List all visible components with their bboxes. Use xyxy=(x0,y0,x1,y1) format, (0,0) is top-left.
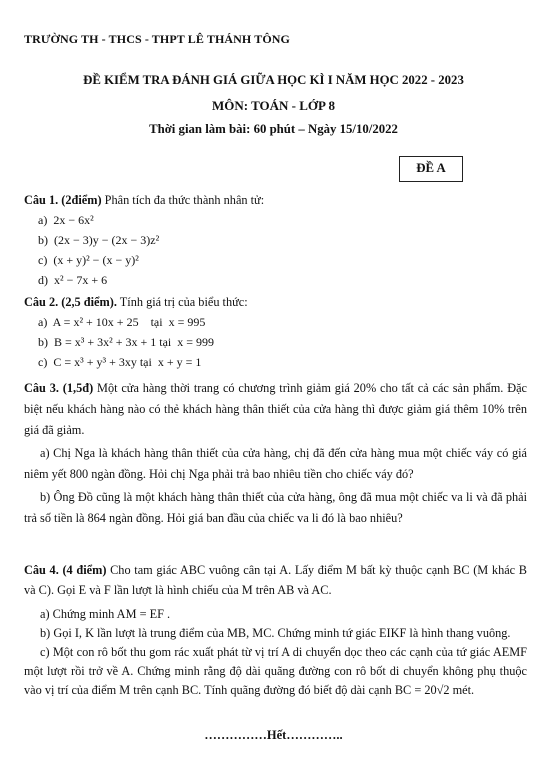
question-4-part-a: a) Chứng minh AM = EF . xyxy=(40,607,171,621)
question-3-intro: Một cửa hàng thời trang có chương trình giảm giá 20% cho tất cả các sản phẩm. Đặc biệt nếu khách hàng nào có thẻ khách hàng thân thiết của cửa hàng thì được giảm giá thêm 10% trên giá đã giảm. xyxy=(24,381,527,437)
question-1-item-d: d) x² − 7x + 6 xyxy=(38,273,108,287)
question-1 xyxy=(24,193,527,293)
question-1-text: Phân tích đa thức thành nhân tử: xyxy=(104,193,265,207)
question-2-item-a: a) A = x² + 10x + 25 tại x = 995 xyxy=(38,315,206,329)
question-3 xyxy=(24,378,527,529)
question-3-part-b: b) Ông Đồ cũng là một khách hàng thân thiết của cửa hàng, ông đã mua một chiếc va li và đã phải trả số tiền là 864 ngàn đồng. Hỏi giá ban đầu của chiếc va li đó là bao nhiêu? xyxy=(24,490,527,525)
question-4-part-c: c) Một con rô bốt thu gom rác xuất phát từ vị trí A di chuyển dọc theo các cạnh của tứ giác AEMF một lượt rồi trở về A. Chứng minh rằng độ dài quãng đường con rô bốt di chuyển không phụ thuộc vào vị trí của điểm M trên cạnh BC. Tính quãng đường đó biết độ dài cạnh BC = 20√2 mét. xyxy=(24,645,527,697)
question-2-item-c: c) C = x³ + y³ + 3xy tại x + y = 1 xyxy=(38,355,202,369)
question-4-intro: Cho tam giác ABC vuông cân tại A. Lấy điểm M bất kỳ thuộc cạnh BC (M khác B và C). Gọi E và F lần lượt là hình chiếu của M trên AB và AC. xyxy=(24,563,528,597)
question-2-item-b: b) B = x³ + 3x² + 3x + 1 tại x = 999 xyxy=(38,335,215,349)
exam-title: ĐỀ KIỂM TRA ĐÁNH GIÁ GIỮA HỌC KÌ I NĂM HỌC 2022 - 2023 xyxy=(83,73,464,87)
question-4-part-b: b) Gọi I, K lần lượt là trung điểm của MB, MC. Chứng minh tứ giác EIKF là hình thang vuông. xyxy=(40,626,511,640)
question-3-part-a: a) Chị Nga là khách hàng thân thiết của cửa hàng, chị đã đến cửa hàng mua một chiếc váy có giá niêm yết 800 ngàn đồng. Hỏi chị Nga phải trả bao nhiêu tiền cho chiếc váy đó? xyxy=(24,446,527,481)
question-1-item-c: c) (x + y)² − (x − y)² xyxy=(38,253,139,267)
exam-time: Thời gian làm bài: 60 phút – Ngày 15/10/2022 xyxy=(149,122,398,137)
question-4-label: Câu 4. (4 điểm) xyxy=(24,563,107,577)
question-3-label: Câu 3. (1,5đ) xyxy=(24,381,94,395)
question-4 xyxy=(24,560,527,700)
question-1-item-a: a) 2x − 6x² xyxy=(38,213,94,227)
question-1-label: Câu 1. (2điểm) xyxy=(24,193,102,207)
exam-code-box xyxy=(399,156,463,182)
exam-code: ĐỀ A xyxy=(416,161,446,175)
end-marker: ……………Hết………….. xyxy=(204,728,343,742)
question-1-item-b: b) (2x − 3)y − (2x − 3)z² xyxy=(38,233,160,247)
question-2 xyxy=(24,295,527,375)
question-2-text: Tính giá trị của biểu thức: xyxy=(119,295,248,309)
question-2-label: Câu 2. (2,5 điểm). xyxy=(24,295,117,309)
exam-subject: MÔN: TOÁN - LỚP 8 xyxy=(211,97,336,113)
school-name: TRƯỜNG TH - THCS - THPT LÊ THÁNH TÔNG xyxy=(24,32,290,46)
